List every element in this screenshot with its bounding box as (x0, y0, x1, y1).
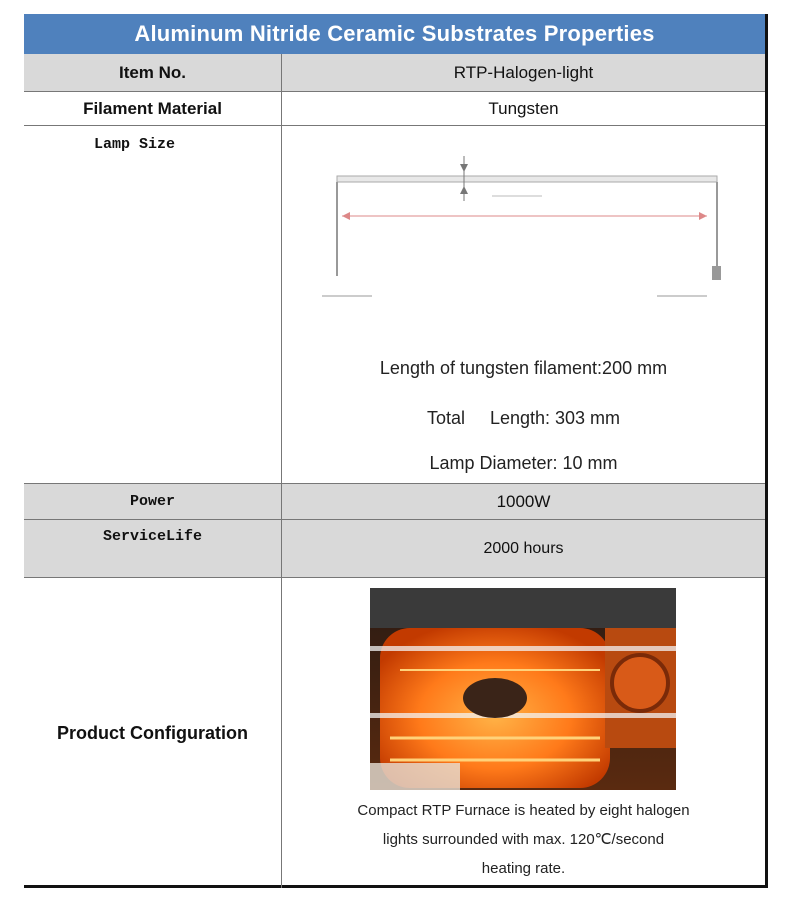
product-configuration-content (282, 578, 765, 888)
row-service-life (24, 520, 765, 578)
power-value: 1000W (496, 491, 551, 511)
item-no-value: RTP-Halogen-light (453, 62, 594, 82)
lamp-dimension-diagram (312, 146, 732, 306)
service-life-cell (24, 520, 282, 577)
row-item-no (24, 54, 765, 92)
row-power (24, 484, 765, 520)
lamp-size-content (282, 126, 765, 483)
power-cell (24, 484, 282, 519)
product-caption (282, 796, 765, 883)
lamp-size-label: Lamp Size (94, 136, 176, 153)
filament-material-value: Tungsten (488, 98, 559, 118)
caption-line: heating rate. (481, 860, 566, 877)
service-life-label: ServiceLife (102, 528, 203, 545)
caption-line: lights surrounded with max. 120℃/second (382, 831, 665, 848)
service-life-value: 2000 hours (483, 539, 564, 557)
caption-line: Compact RTP Furnace is heated by eight halogen (357, 802, 690, 819)
filament-length-text: Length of tungsten filament:200 mm (379, 358, 668, 378)
power-label: Power (129, 493, 175, 510)
row-product-configuration (24, 578, 765, 888)
lamp-diameter-text: Lamp Diameter: 10 mm (429, 453, 618, 473)
row-filament-material (24, 92, 765, 126)
table-title: Aluminum Nitride Ceramic Substrates Properties (24, 14, 765, 54)
filament-material-label: Filament Material (24, 92, 282, 125)
row-lamp-size (24, 126, 765, 484)
rtp-furnace-photo (370, 588, 676, 790)
total-length-text: Total Length: 303 mm (426, 408, 621, 428)
product-configuration-label: Product Configuration (24, 578, 282, 888)
item-no-label: Item No. (24, 54, 282, 91)
properties-table (24, 14, 768, 888)
lamp-size-cell (24, 126, 282, 483)
